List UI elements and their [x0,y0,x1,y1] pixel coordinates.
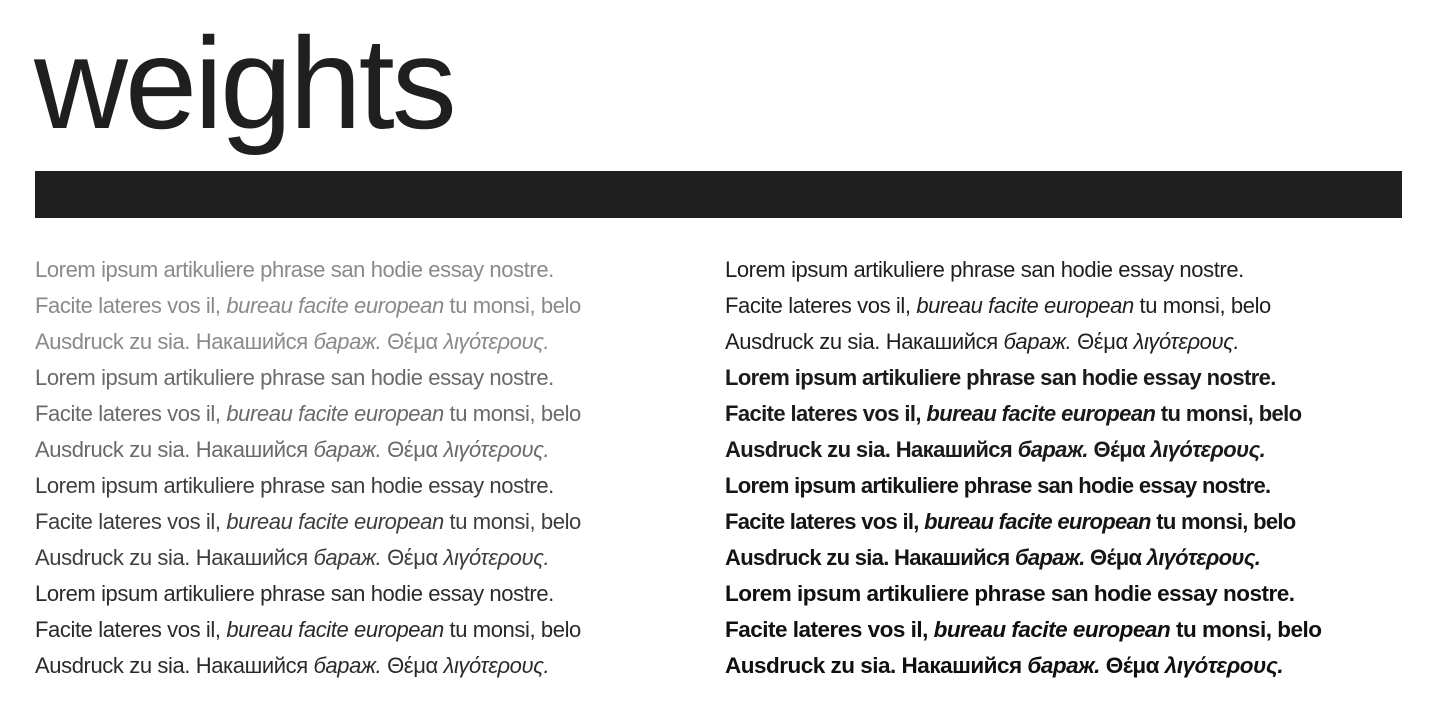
sample-line [725,576,1425,612]
sample-italic: bureau facite european [226,617,444,642]
sample-text: tu monsi, belo [443,401,581,426]
weight-sample-block [35,252,705,360]
sample-line [35,324,705,360]
sample-text: Lorem ipsum artikuliere phrase san hodie essay nostre. [35,257,554,282]
sample-italic: бараж. [1017,437,1088,462]
sample-italic: λιγότερους. [443,437,550,462]
sample-italic: bureau facite european [226,293,444,318]
sample-text: tu monsi, belo [443,509,581,534]
sample-italic: λιγότερους. [1146,545,1261,570]
weight-sample-block [725,360,1425,468]
sample-text: Lorem ipsum artikuliere phrase san hodie essay nostre. [725,365,1276,390]
sample-text: Θέμα [1099,653,1165,678]
page-title: weights [34,10,454,156]
weight-sample-block [35,468,705,576]
sample-line [725,540,1425,576]
sample-italic: бараж. [313,329,382,354]
sample-text: Ausdruck zu sia. Накашийся [725,437,1018,462]
sample-line [35,252,705,288]
sample-line [35,288,705,324]
left-column [35,252,705,684]
sample-text: Lorem ipsum artikuliere phrase san hodie essay nostre. [725,581,1295,606]
sample-text: Θέμα [1084,545,1147,570]
sample-text: Ausdruck zu sia. Накашийся [35,329,314,354]
sample-line [725,504,1425,540]
sample-text: Lorem ipsum artikuliere phrase san hodie essay nostre. [35,581,554,606]
weight-sample-block [725,576,1425,684]
sample-text: Ausdruck zu sia. Накашийся [35,653,314,678]
sample-italic: bureau facite european [924,509,1151,534]
sample-text: Lorem ipsum artikuliere phrase san hodie essay nostre. [35,365,554,390]
sample-text: Ausdruck zu sia. Накашийся [725,653,1028,678]
sample-italic: bureau facite european [933,617,1171,642]
sample-text: Facite lateres vos il, [35,401,227,426]
sample-line [725,324,1425,360]
sample-text: Lorem ipsum artikuliere phrase san hodie essay nostre. [35,473,554,498]
sample-text: Θέμα [381,653,444,678]
sample-text: Facite lateres vos il, [35,509,227,534]
sample-italic: λιγότερους. [1164,653,1284,678]
sample-line [35,504,705,540]
sample-line [35,540,705,576]
weight-sample-block [35,360,705,468]
sample-line [725,648,1425,684]
sample-text: Θέμα [381,329,444,354]
sample-line [35,612,705,648]
sample-italic: bureau facite european [226,401,444,426]
sample-text: Ausdruck zu sia. Накашийся [725,329,1004,354]
sample-italic: bureau facite european [926,401,1156,426]
sample-italic: λιγότερους. [443,545,550,570]
sample-line [725,288,1425,324]
sample-text: Ausdruck zu sia. Накашийся [725,545,1015,570]
sample-text: tu monsi, belo [1170,617,1322,642]
sample-text: Ausdruck zu sia. Накашийся [35,437,314,462]
sample-text: tu monsi, belo [1155,401,1302,426]
sample-italic: бараж. [1027,653,1100,678]
sample-line [725,432,1425,468]
sample-text: Facite lateres vos il, [725,617,934,642]
sample-text: tu monsi, belo [1150,509,1296,534]
sample-line [725,360,1425,396]
sample-line [35,396,705,432]
sample-text: Facite lateres vos il, [35,293,227,318]
sample-italic: бараж. [1014,545,1085,570]
right-column [725,252,1425,684]
sample-text: tu monsi, belo [1133,293,1271,318]
sample-italic: λιγότερους. [443,329,550,354]
sample-text: Θέμα [1071,329,1134,354]
sample-line [35,576,705,612]
divider-bar [35,171,1402,218]
sample-line [725,468,1425,504]
weight-sample-block [725,468,1425,576]
sample-italic: bureau facite european [226,509,444,534]
sample-line [725,612,1425,648]
sample-italic: bureau facite european [916,293,1134,318]
sample-text: tu monsi, belo [443,293,581,318]
sample-text: tu monsi, belo [443,617,581,642]
sample-line [35,432,705,468]
sample-italic: λιγότερους. [1133,329,1240,354]
sample-text: Facite lateres vos il, [725,293,917,318]
weight-sample-block [725,252,1425,360]
sample-italic: λιγότερους. [443,653,550,678]
sample-text: Facite lateres vos il, [725,401,927,426]
sample-italic: бараж. [313,437,382,462]
sample-italic: λιγότερους. [1150,437,1266,462]
sample-text: Θέμα [1087,437,1151,462]
sample-italic: бараж. [313,545,382,570]
sample-line [725,252,1425,288]
sample-text: Ausdruck zu sia. Накашийся [35,545,314,570]
sample-italic: бараж. [1003,329,1072,354]
sample-line [725,396,1425,432]
sample-line [35,360,705,396]
sample-italic: бараж. [313,653,382,678]
sample-text: Lorem ipsum artikuliere phrase san hodie essay nostre. [725,473,1271,498]
sample-text: Lorem ipsum artikuliere phrase san hodie essay nostre. [725,257,1244,282]
sample-text: Θέμα [381,545,444,570]
sample-text: Facite lateres vos il, [35,617,227,642]
sample-text: Θέμα [381,437,444,462]
weight-sample-block [35,576,705,684]
sample-line [35,648,705,684]
sample-line [35,468,705,504]
sample-text: Facite lateres vos il, [725,509,925,534]
